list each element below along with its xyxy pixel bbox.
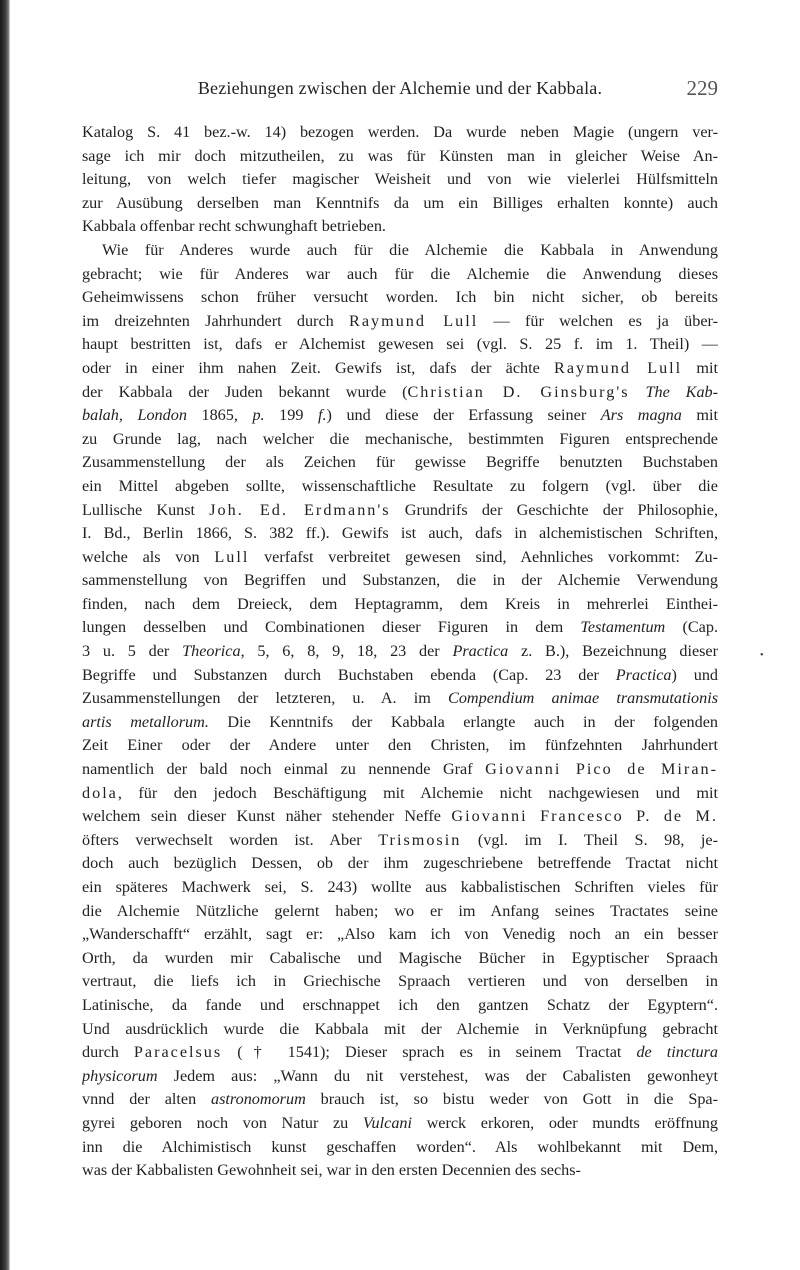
text-line bbox=[82, 499, 718, 523]
spaced-name: Raymund Lull bbox=[554, 358, 683, 377]
spaced-name: Giovanni Pico de Miran- bbox=[485, 760, 718, 779]
italic-text: Compendium animae transmutationis bbox=[448, 689, 718, 708]
text-line bbox=[82, 616, 718, 640]
text-run: — für welchen es ja über- bbox=[478, 311, 718, 330]
text-line bbox=[82, 1088, 718, 1112]
text-line bbox=[82, 1136, 718, 1160]
text-line bbox=[82, 357, 718, 381]
text-line bbox=[82, 947, 718, 971]
text-line bbox=[82, 239, 718, 263]
margin-mark: • bbox=[760, 650, 764, 661]
text-run: doch auch bezüglich Dessen, ob der ihm zugeschriebene betreffende Tractat nicht bbox=[82, 854, 718, 873]
text-run: „Wanderschafft“ erzählt, sagt er: „Also kam ich von Venedig noch an ein besser bbox=[82, 925, 718, 944]
text-run: namentlich der bald noch einmal zu nennende Graf bbox=[82, 760, 486, 779]
italic-text: de tinctura bbox=[636, 1043, 718, 1062]
text-line bbox=[82, 994, 718, 1018]
spaced-name: dola bbox=[82, 783, 118, 802]
body-text bbox=[82, 121, 718, 1183]
text-line bbox=[82, 900, 718, 924]
italic-text: Vulcani bbox=[362, 1113, 413, 1132]
text-line bbox=[82, 215, 718, 239]
text-run: Latinische, da fande und erschnappet ich den gantzen Schatz der Egyptern“. bbox=[82, 995, 718, 1014]
text-run: Zusammenstellung der als Zeichen für gewisse Begriffe benutzten Buchstaben bbox=[82, 453, 718, 472]
text-line bbox=[82, 923, 718, 947]
text-run: verfafst verbreitet gewesen sind, Aehnliches vorkommt: Zu- bbox=[249, 547, 718, 566]
text-run: was der Kabbalisten Gewohnheit sei, war in den ersten Decennien des sechs- bbox=[82, 1161, 581, 1180]
text-line bbox=[82, 475, 718, 499]
text-run: zur Ausübung derselben man Kenntnifs da um ein Billiges erhalten konnte) auch bbox=[82, 193, 718, 212]
text-line bbox=[82, 876, 718, 900]
book-binding-edge bbox=[0, 0, 10, 1270]
italic-text: Testamentum bbox=[580, 618, 666, 637]
text-run: I. Bd., Berlin 1866, S. 382 ff.). Gewifs ist auch, dafs in alchemistischen Schriften, bbox=[82, 524, 718, 543]
text-run: Begriffe und Substanzen durch Buchstaben ebenda (Cap. 23 der bbox=[82, 665, 616, 684]
text-line bbox=[82, 310, 718, 334]
text-run: haupt bestritten ist, dafs er Alchemist gewesen sei (vgl. S. 25 f. im 1. Theil) — bbox=[82, 335, 718, 354]
running-title: Beziehungen zwischen der Alchemie und der Kabbala. bbox=[197, 78, 603, 98]
page-header bbox=[82, 78, 718, 110]
italic-text: Practica bbox=[615, 665, 672, 684]
text-run: vnnd der alten bbox=[82, 1090, 212, 1109]
text-run: Wie für Anderes wurde auch für die Alchemie die Kabbala in Anwendung bbox=[102, 240, 718, 259]
spaced-name: Joh. Ed. Erdmann's bbox=[209, 500, 391, 519]
text-line bbox=[82, 758, 718, 782]
text-run: (Cap. bbox=[665, 618, 718, 637]
text-line bbox=[82, 1159, 718, 1183]
text-line bbox=[82, 569, 718, 593]
italic-text: balah, London bbox=[82, 406, 187, 425]
text-run: brauch ist, so bistu weder von Gott in die Spa- bbox=[305, 1090, 718, 1109]
text-run: mit bbox=[681, 406, 718, 425]
text-run: werck erkoren, oder mundts eröffnung bbox=[412, 1113, 718, 1132]
text-run: Katalog S. 41 bez.-w. 14) bezogen werden. Da wurde neben Magie (ungern ver- bbox=[82, 123, 718, 141]
spaced-name: Christian D. Ginsburg's bbox=[407, 382, 630, 401]
spaced-name: Lull bbox=[214, 547, 250, 566]
text-run: der Kabbala der Juden bekannt wurde ( bbox=[82, 382, 408, 401]
italic-text: astronomorum bbox=[211, 1090, 306, 1109]
text-run: ) und diese der Erfassung seiner bbox=[326, 406, 601, 425]
spaced-name: Giovanni Francesco P. de M. bbox=[451, 807, 718, 826]
text-run: sage ich mir doch mitzutheilen, zu was für Künsten man in gleicher Weise An- bbox=[82, 146, 718, 165]
text-run: ein späteres Machwerk sei, S. 243) wollte aus kabbalistischen Schriften vieles für bbox=[82, 878, 718, 896]
text-line bbox=[82, 1041, 718, 1065]
spaced-name: Paracelsus bbox=[133, 1043, 223, 1062]
text-run bbox=[630, 383, 646, 401]
text-run: finden, nach dem Dreieck, dem Heptagramm, dem Kreis in mehrerlei Einthei- bbox=[82, 594, 718, 613]
text-run: oder in einer ihm nahen Zeit. Gewifs ist, dafs der ächte bbox=[82, 358, 555, 377]
text-line bbox=[82, 333, 718, 357]
text-line bbox=[82, 782, 718, 806]
text-line bbox=[82, 286, 718, 310]
text-run: († 1541); Dieser sprach es in seinem Tractat bbox=[222, 1043, 637, 1062]
text-line bbox=[82, 428, 718, 452]
text-line bbox=[82, 522, 718, 546]
text-run: (vgl. im I. Theil S. 98, je- bbox=[461, 830, 718, 849]
text-line bbox=[82, 263, 718, 287]
text-run: öfters verwechselt worden ist. Aber bbox=[82, 830, 379, 849]
text-line bbox=[82, 546, 718, 570]
italic-text: physicorum bbox=[82, 1066, 158, 1085]
text-line bbox=[82, 593, 718, 617]
text-run: lungen desselben und Combinationen dieser Figuren in dem bbox=[82, 618, 581, 637]
text-line bbox=[82, 664, 718, 688]
text-run: Die Kenntnifs der Kabbala erlangte auch in der folgenden bbox=[208, 712, 718, 731]
text-run: vertraut, die liefs ich in Griechische Spraach vertieren und von derselben in bbox=[82, 972, 718, 991]
text-run: welchem sein dieser Kunst näher stehender Neffe bbox=[82, 807, 452, 826]
text-line bbox=[82, 805, 718, 829]
text-run: inn die Alchimistisch kunst geschaffen worden“. Als wohlbekannt mit Dem, bbox=[82, 1137, 718, 1156]
text-line bbox=[82, 829, 718, 853]
text-line bbox=[82, 1018, 718, 1042]
text-run: zu Grunde lag, nach welcher die mechanische, bestimmten Figuren entsprechende bbox=[82, 429, 718, 448]
text-line bbox=[82, 1065, 718, 1089]
text-run: Grundrifs der Geschichte der Philosophie, bbox=[390, 500, 718, 519]
text-run: ein Mittel abgeben sollte, wissenschaftliche Resultate zu folgern (vgl. über die bbox=[82, 476, 718, 495]
text-line bbox=[82, 404, 718, 428]
text-line bbox=[82, 145, 718, 169]
text-run: Zusammenstellungen der letzteren, u. A. im bbox=[82, 689, 449, 708]
text-line bbox=[82, 640, 718, 664]
text-line bbox=[82, 970, 718, 994]
text-run: 1865, bbox=[186, 406, 253, 425]
text-run: gyrei geboren noch von Natur zu bbox=[82, 1113, 363, 1132]
text-run: sammenstellung von Begriffen und Substanzen, die in der Alchemie Verwendung bbox=[82, 571, 718, 590]
italic-text: p. bbox=[252, 406, 265, 425]
italic-text: Practica bbox=[452, 642, 509, 661]
text-run: z. B.), Bezeichnung dieser bbox=[508, 642, 718, 661]
text-line bbox=[82, 451, 718, 475]
spaced-name: Raymund Lull bbox=[349, 311, 479, 330]
text-line bbox=[82, 687, 718, 711]
text-line bbox=[82, 711, 718, 735]
text-line bbox=[82, 734, 718, 758]
text-run: , für den jedoch Beschäftigung mit Alchemie nicht nachgewiesen und mit bbox=[117, 783, 718, 802]
text-run: Kabbala offenbar recht schwunghaft betrieben. bbox=[82, 217, 386, 236]
text-run: Lullische Kunst bbox=[82, 500, 210, 519]
text-run: Und ausdrücklich wurde die Kabbala mit der Alchemie in Verknüpfung gebracht bbox=[82, 1019, 718, 1038]
text-line bbox=[82, 168, 718, 192]
italic-text: Ars magna bbox=[600, 406, 682, 425]
text-run: durch bbox=[82, 1043, 134, 1062]
text-line bbox=[82, 852, 718, 876]
text-run: Jedem aus: „Wann du nit verstehest, was der Cabalisten gewonheyt bbox=[157, 1066, 718, 1085]
text-run: im dreizehnten Jahrhundert durch bbox=[82, 311, 350, 330]
spaced-name: Trismosin bbox=[378, 830, 462, 849]
italic-text: artis metallorum. bbox=[82, 712, 209, 731]
page-number: 229 bbox=[686, 76, 718, 100]
italic-text: f. bbox=[317, 406, 327, 425]
text-run: 3 u. 5 der bbox=[82, 642, 183, 661]
text-run: , 5, 6, 8, 9, 18, 23 der bbox=[240, 642, 453, 661]
text-run: welche als von bbox=[82, 547, 215, 566]
italic-text: The Kab- bbox=[645, 382, 718, 401]
text-run: die Alchemie Nützliche gelernt haben; wo er im Anfang seines Tractates seine bbox=[82, 901, 718, 920]
text-run: leitung, von welch tiefer magischer Weisheit und von wie vielerlei Hülfsmitteln bbox=[82, 170, 718, 189]
text-run: Zeit Einer oder der Andere unter den Christen, im fünfzehnten Jahrhundert bbox=[82, 736, 718, 755]
italic-text: Theorica bbox=[182, 642, 241, 661]
text-line bbox=[82, 1112, 718, 1136]
text-run: ) und bbox=[671, 665, 718, 684]
text-run: Geheimwissens schon früher versucht worden. Ich bin nicht sicher, ob bereits bbox=[82, 288, 718, 307]
text-line bbox=[82, 121, 718, 145]
text-run: mit bbox=[682, 358, 718, 377]
text-run: gebracht; wie für Anderes war auch für die Alchemie die Anwendung dieses bbox=[82, 264, 718, 283]
text-run: 199 bbox=[264, 406, 318, 425]
text-line bbox=[82, 192, 718, 216]
text-run: Orth, da wurden mir Cabalische und Magische Bücher in Egyptischer Spraach bbox=[82, 948, 718, 967]
text-line bbox=[82, 381, 718, 405]
